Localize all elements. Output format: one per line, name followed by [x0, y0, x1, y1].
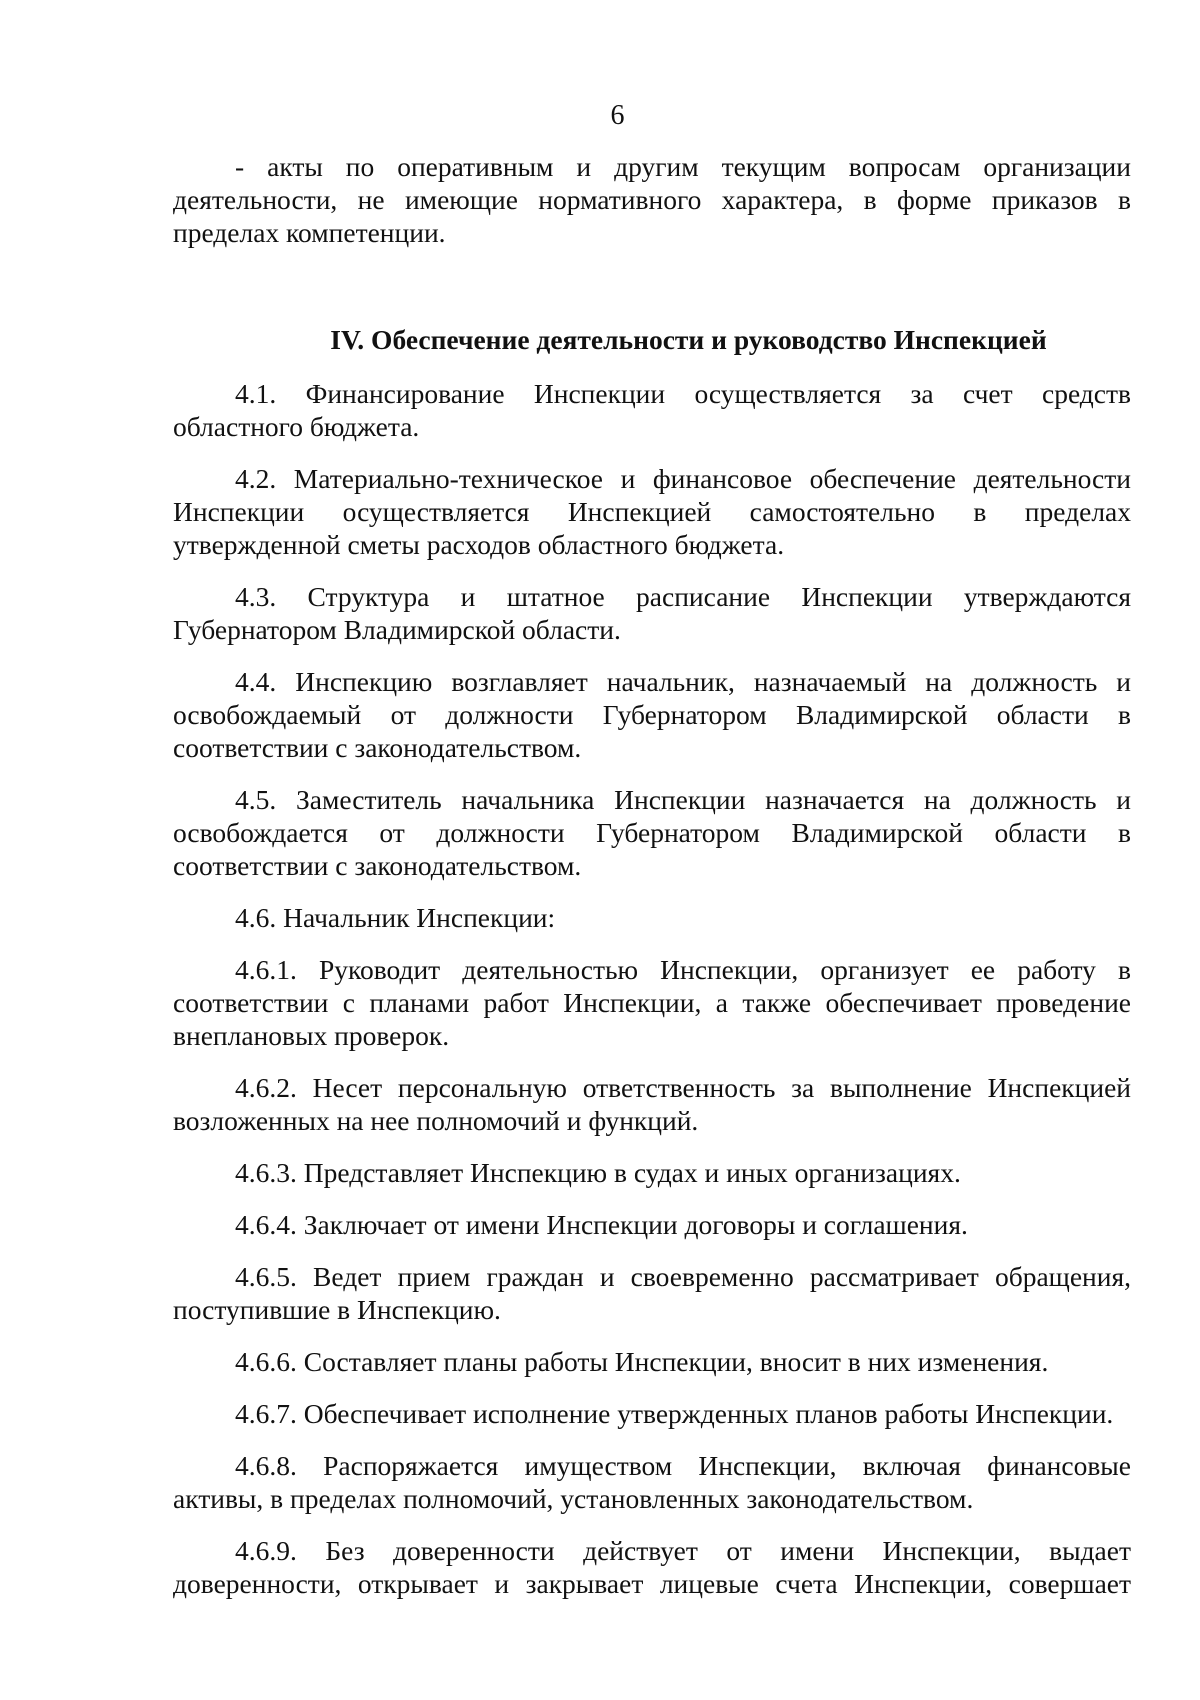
paragraph-4-6-7: 4.6.7. Обеспечивает исполнение утвержденных планов работы Инспекции. — [235, 1398, 1114, 1429]
paragraph-4-1: 4.1. Финансирование Инспекции осуществляется за счет средств областного бюджета. — [173, 378, 1131, 442]
paragraph-4-6: 4.6. Начальник Инспекции: — [235, 902, 556, 933]
section-heading: IV. Обеспечение деятельности и руководство Инспекцией — [330, 324, 1047, 355]
paragraph-4-3: 4.3. Структура и штатное расписание Инспекции утверждаются Губернатором Владимирской области. — [173, 581, 1131, 645]
page-number: 6 — [610, 100, 625, 131]
paragraph-4-6-6: 4.6.6. Составляет планы работы Инспекции, вносит в них изменения. — [235, 1346, 1049, 1377]
paragraph-4-6-3: 4.6.3. Представляет Инспекцию в судах и иных организациях. — [235, 1157, 961, 1188]
paragraph-4-6-1: 4.6.1. Руководит деятельностью Инспекции, организует ее работу в соответствии с планами работ Инспекции, а также обеспечивает проведение внеплановых проверок. — [173, 954, 1131, 1051]
paragraph-4-6-2: 4.6.2. Несет персональную ответственность за выполнение Инспекцией возложенных на нее полномочий и функций. — [173, 1072, 1131, 1136]
paragraph-4-5: 4.5. Заместитель начальника Инспекции назначается на должность и освобождается от должности Губернатором Владимирской области в соответствии с законодательством. — [173, 784, 1131, 881]
paragraph-4-6-8: 4.6.8. Распоряжается имуществом Инспекции, включая финансовые активы, в пределах полномочий, установленных законодательством. — [173, 1450, 1131, 1514]
paragraph-4-6-9: 4.6.9. Без доверенности действует от имени Инспекции, выдает доверенности, открывает и закрывает лицевые счета Инспекции, совершает — [173, 1535, 1131, 1599]
document-body — [173, 150, 1131, 1600]
paragraph-4-4: 4.4. Инспекцию возглавляет начальник, назначаемый на должность и освобождаемый от должности Губернатором Владимирской области в соответствии с законодательством. — [173, 666, 1131, 763]
paragraph-4-6-4: 4.6.4. Заключает от имени Инспекции договоры и соглашения. — [235, 1209, 968, 1240]
paragraph-4-6-5: 4.6.5. Ведет прием граждан и своевременно рассматривает обращения, поступившие в Инспекцию. — [173, 1261, 1131, 1325]
paragraph-4-2: 4.2. Материально-техническое и финансовое обеспечение деятельности Инспекции осуществляется Инспекцией самостоятельно в пределах утвержденной сметы расходов областного бюджета. — [173, 463, 1131, 560]
intro-paragraph: - акты по оперативным и другим текущим вопросам организации деятельности, не имеющие нормативного характера, в форме приказов в пределах компетенции. — [173, 151, 1131, 248]
